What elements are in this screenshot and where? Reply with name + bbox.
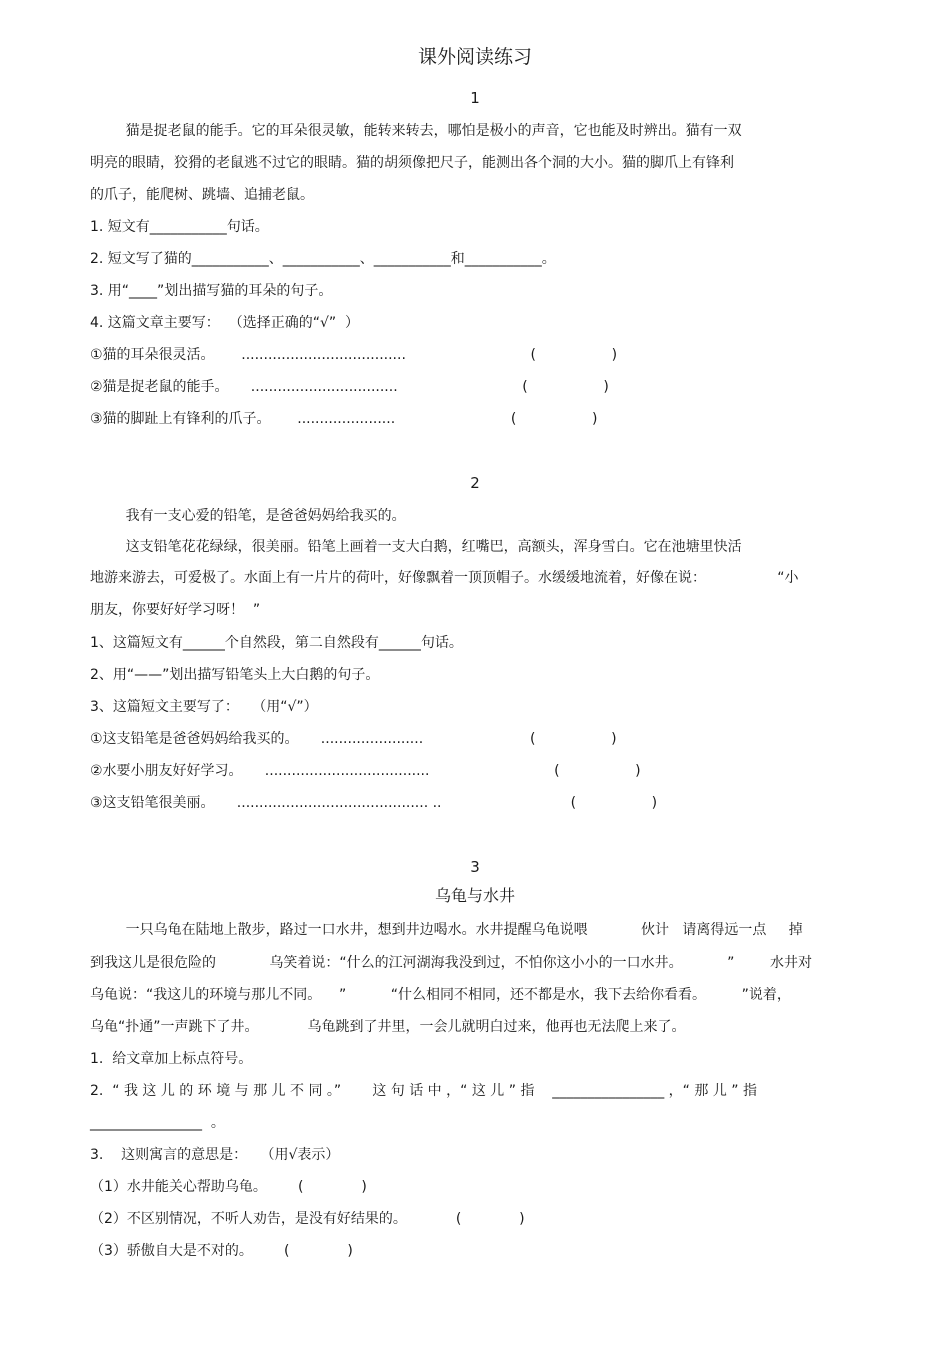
s3-question-2: 2. “ 我 这 儿 的 环 境 与 那 儿 不 同 。” 这 句 话 中 ，“ 这 儿 ” 指 ________________ ，“ 那 儿 ” 指	[90, 1083, 757, 1099]
s1-question-3: 3. 用“____”划出描写猫的耳朵的句子。	[90, 283, 333, 299]
s1-question-4: 4. 这篇文章主要写： （选择正确的“√” ）	[90, 315, 360, 331]
section-1-number: 1	[470, 89, 480, 107]
s3-option-2: （2）不区别情况，不听人劝告，是没有好结果的。 ( )	[90, 1211, 525, 1227]
s2-paragraph-line: 地游来游去，可爱极了。水面上有一片片的荷叶，好像飘着一顶顶帽子。水缓缓地流着，好像在说： “小	[90, 570, 799, 586]
s2-option-3: ③这支铅笔很美丽。 ........................................... .. ( )	[90, 795, 658, 811]
s2-paragraph-line: 朋友，你要好好学习呀！ ”	[90, 602, 261, 618]
s2-paragraph-line: 我有一支心爱的铅笔，是爸爸妈妈给我买的。	[90, 508, 406, 524]
section-3-subtitle: 乌龟与水井	[434, 886, 515, 905]
section-2-number: 2	[470, 474, 480, 492]
s1-option-1: ①猫的耳朵很灵活。 ..................................... ( )	[90, 347, 618, 363]
s1-option-2: ②猫是捉老鼠的能手。 ................................. ( )	[90, 379, 609, 395]
s1-paragraph-line: 明亮的眼睛，狡猾的老鼠逃不过它的眼睛。猫的胡须像把尺子，能测出各个洞的大小。猫的脚爪上有锋利	[90, 155, 734, 171]
s3-paragraph-line: 一只乌龟在陆地上散步，路过一口水井，想到井边喝水。水井提醒乌龟说喂 伙计 请离得远一点 掉	[90, 922, 803, 938]
s3-question-2-continued: ________________ 。	[90, 1115, 225, 1131]
s1-question-1: 1. 短文有___________句话。	[90, 219, 269, 235]
section-3-number: 3	[470, 858, 480, 876]
s2-option-1: ①这支铅笔是爸爸妈妈给我买的。 ....................... ( )	[90, 731, 617, 747]
s1-paragraph-line: 猫是捉老鼠的能手。它的耳朵很灵敏，能转来转去，哪怕是极小的声音，它也能及时辨出。猫有一双	[90, 123, 742, 139]
s2-question-1: 1、这篇短文有______个自然段，第二自然段有______句话。	[90, 635, 463, 651]
s1-option-3: ③猫的脚趾上有锋利的爪子。 ...................... ( )	[90, 411, 598, 427]
s3-option-1: （1）水井能关心帮助乌龟。 ( )	[90, 1179, 367, 1195]
s3-question-1: 1. 给文章加上标点符号。	[90, 1051, 253, 1067]
s3-paragraph-line: 到我这儿是很危险的 乌笑着说：“什么的江河湖海我没到过，不怕你这小小的一口水井。 ” 水井对	[90, 955, 813, 971]
s3-question-3: 3. 这则寓言的意思是： （用√表示）	[90, 1147, 340, 1163]
s3-option-3: （3）骄傲自大是不对的。 ( )	[90, 1243, 353, 1259]
s2-option-2: ②水要小朋友好好学习。 ..................................... ( )	[90, 763, 641, 779]
page-title: 课外阅读练习	[417, 46, 532, 68]
s1-question-2: 2. 短文写了猫的___________、___________、___________和___________。	[90, 251, 556, 267]
s1-paragraph-line: 的爪子，能爬树、跳墙、追捕老鼠。	[90, 187, 314, 203]
s2-paragraph-line: 这支铅笔花花绿绿，很美丽。铅笔上画着一支大白鹅，红嘴巴，高额头，浑身雪白。它在池塘里快活	[90, 539, 742, 555]
s2-question-2: 2、用“——”划出描写铅笔头上大白鹅的句子。	[90, 667, 380, 683]
s3-paragraph-line: 乌龟“扑通”一声跳下了井。 乌龟跳到了井里，一会儿就明白过来，他再也无法爬上来了。	[90, 1019, 686, 1035]
s3-paragraph-line: 乌龟说：“我这儿的环境与那儿不同。 ” “什么相同不相同，还不都是水，我下去给你看看。 ”说着，	[90, 987, 791, 1003]
s2-question-3: 3、这篇短文主要写了： （用“√”）	[90, 699, 318, 715]
